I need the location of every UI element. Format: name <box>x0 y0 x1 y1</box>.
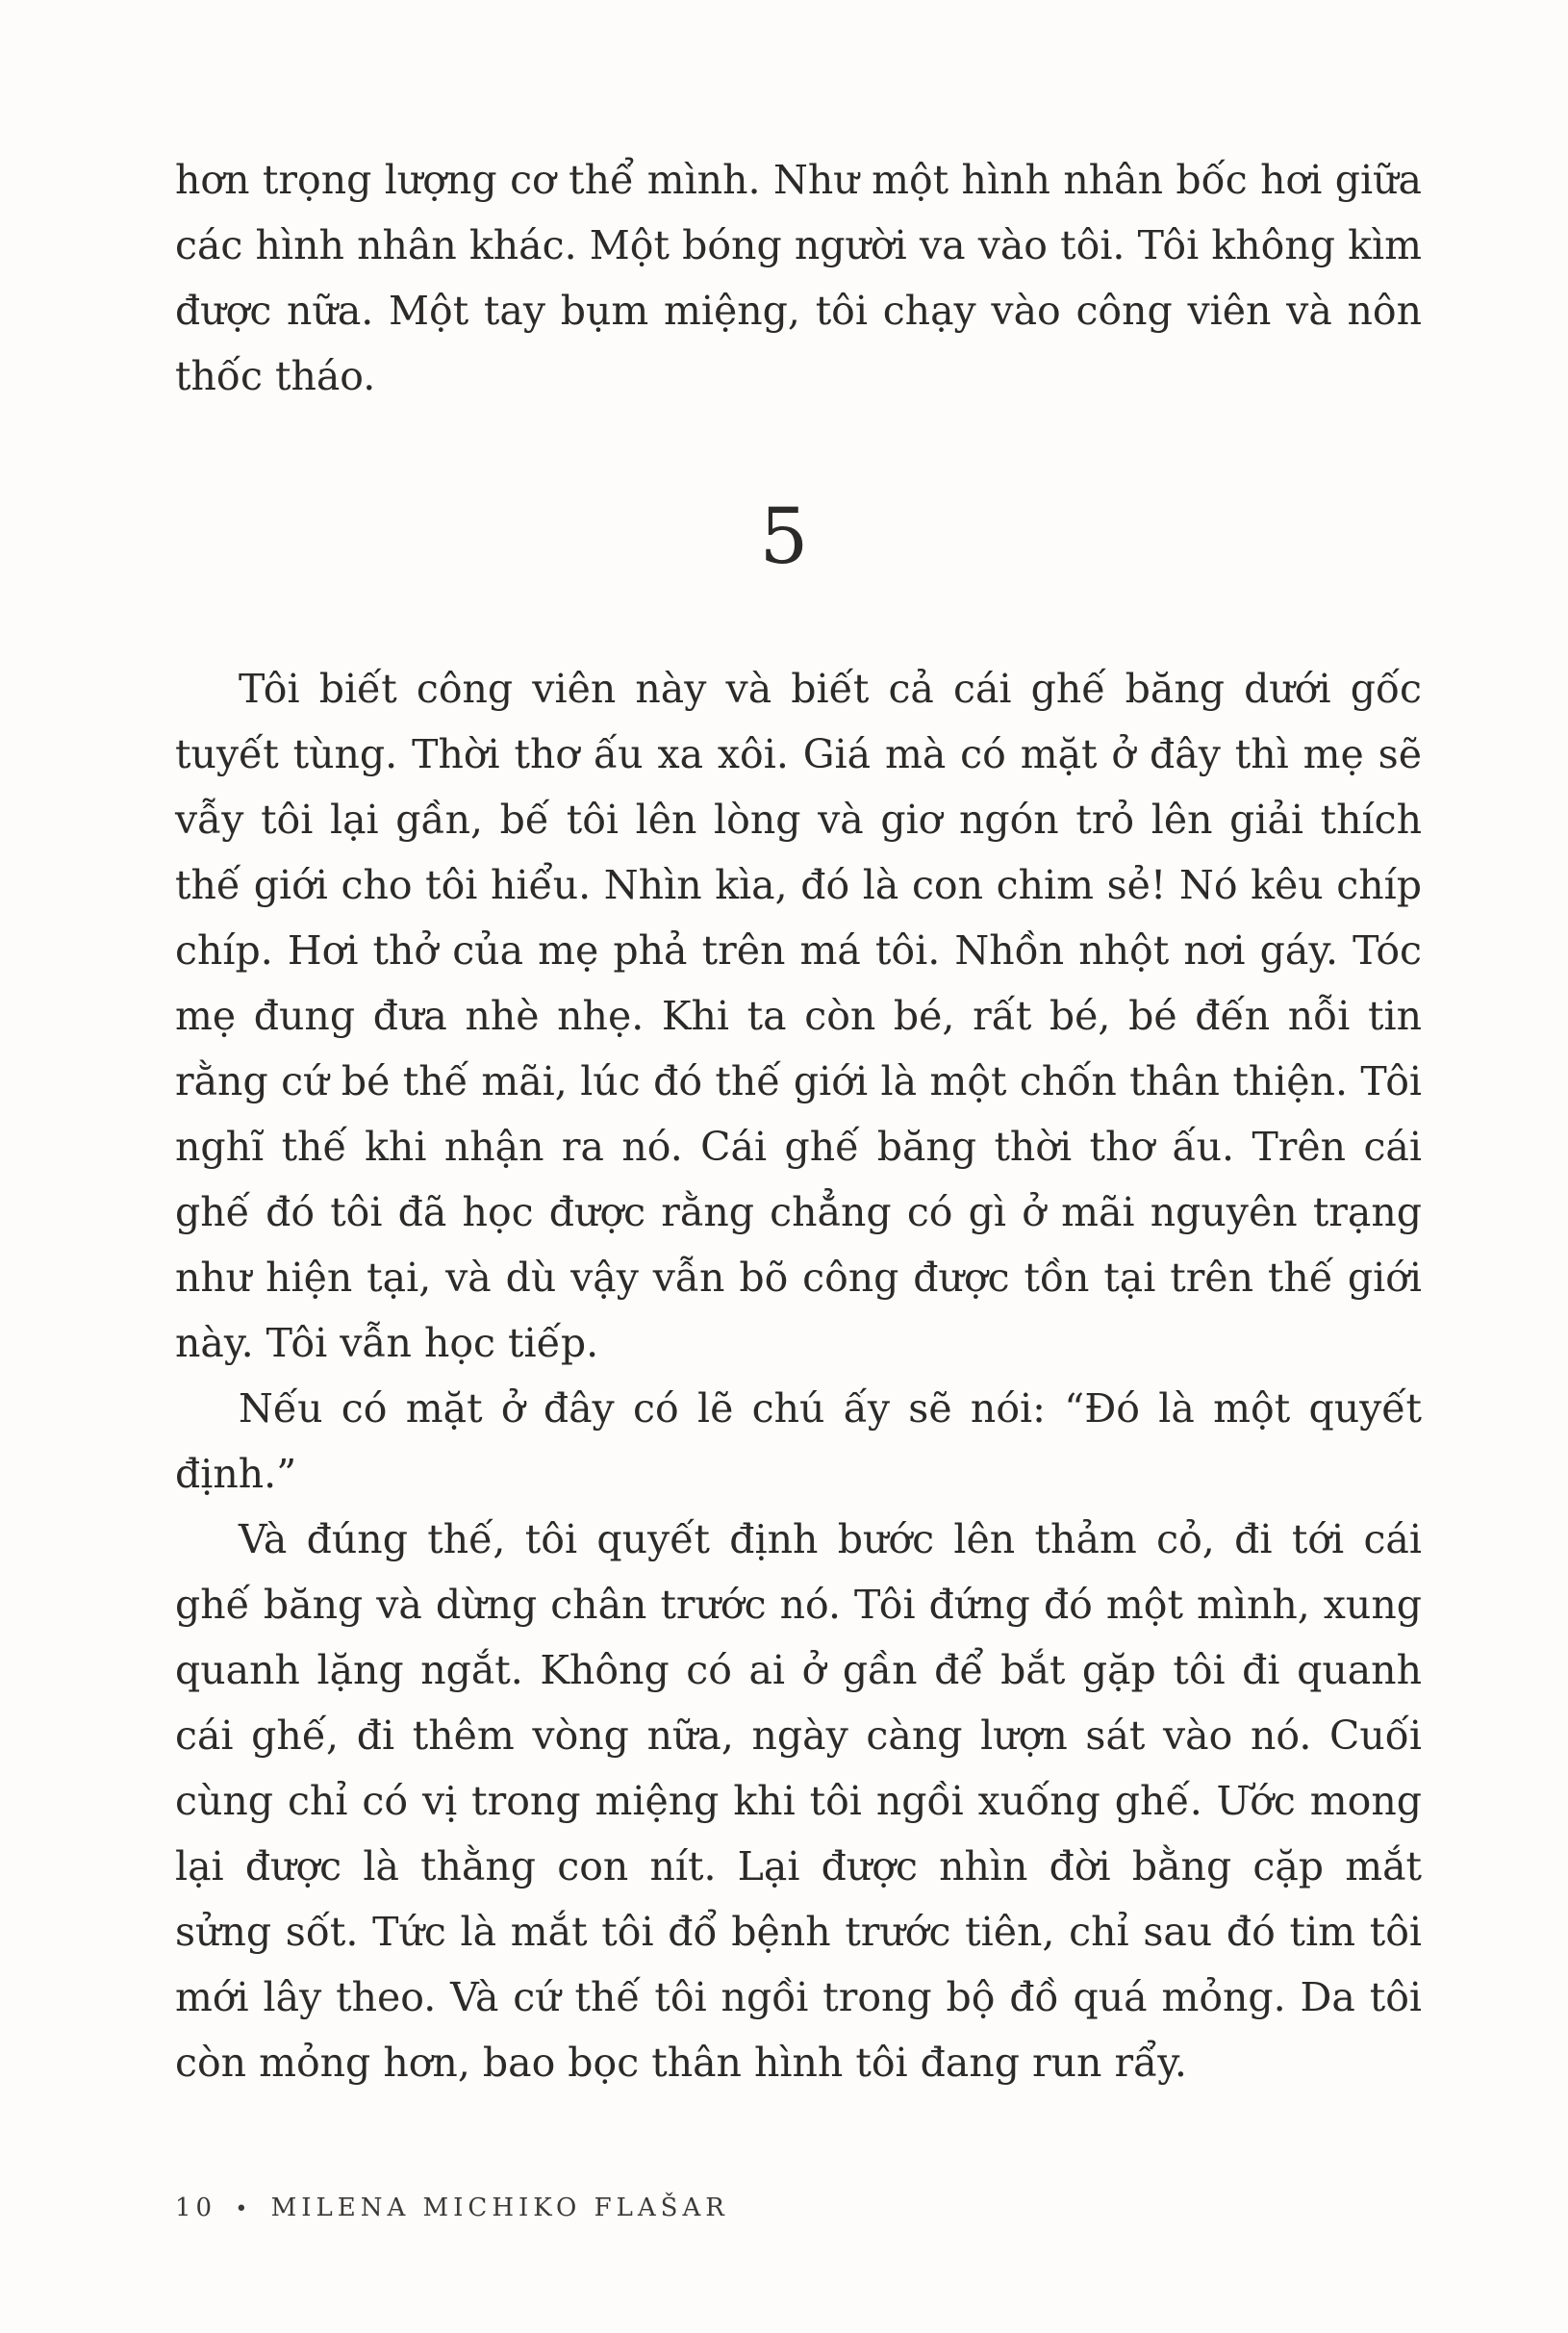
footer-separator: • <box>235 2197 253 2221</box>
paragraph: Tôi biết công viên này và biết cả cái ghế băng dưới gốc tuyết tùng. Thời thơ ấu xa xôi. Giá mà có mặt ở đây thì mẹ sẽ vẫy tôi lại gần, bế tôi lên lòng và giơ ngón trỏ lên giải thích thế giới cho tôi hiểu. Nhìn kìa, đó là con chim sẻ! Nó kêu chíp chíp. Hơi thở của mẹ phả trên má tôi. Nhồn nhột nơi gáy. Tóc mẹ đung đưa nhè nhẹ. Khi ta còn bé, rất bé, bé đến nỗi tin rằng cứ bé thế mãi, lúc đó thế giới là một chốn thân thiện. Tôi nghĩ thế khi nhận ra nó. Cái ghế băng thời thơ ấu. Trên cái ghế đó tôi đã học được rằng chẳng có gì ở mãi nguyên trạng như hiện tại, và dù vậy vẫn bõ công được tồn tại trên thế giới này. Tôi vẫn học tiếp. <box>175 666 1422 1366</box>
paragraph: Nếu có mặt ở đây có lẽ chú ấy sẽ nói: “Đó là một quyết định.” <box>175 1385 1422 1497</box>
page-number: 10 <box>175 2194 217 2222</box>
continuation-text <box>175 147 1422 409</box>
chapter-body <box>175 656 1422 2095</box>
page-footer <box>175 2194 729 2222</box>
paragraph: Và đúng thế, tôi quyết định bước lên thảm cỏ, đi tới cái ghế băng và dừng chân trước nó. Tôi đứng đó một mình, xung quanh lặng ngắt. Không có ai ở gần để bắt gặp tôi đi quanh cái ghế, đi thêm vòng nữa, ngày càng lượn sát vào nó. Cuối cùng chỉ có vị trong miệng khi tôi ngồi xuống ghế. Ước mong lại được là thằng con nít. Lại được nhìn đời bằng cặp mắt sửng sốt. Tức là mắt tôi đổ bệnh trước tiên, chỉ sau đó tim tôi mới lây theo. Và cứ thế tôi ngồi trong bộ đồ quá mỏng. Da tôi còn mỏng hơn, bao bọc thân hình tôi đang run rẩy. <box>175 1516 1422 2086</box>
author-name: MILENA MICHIKO FLAŠAR <box>270 2194 729 2222</box>
continuation-paragraph: hơn trọng lượng cơ thể mình. Như một hình nhân bốc hơi giữa các hình nhân khác. Một bóng người va vào tôi. Tôi không kìm được nữa. Một tay bụm miệng, tôi chạy vào công viên và nôn thốc tháo. <box>175 157 1422 399</box>
chapter-number: 5 <box>759 492 809 581</box>
